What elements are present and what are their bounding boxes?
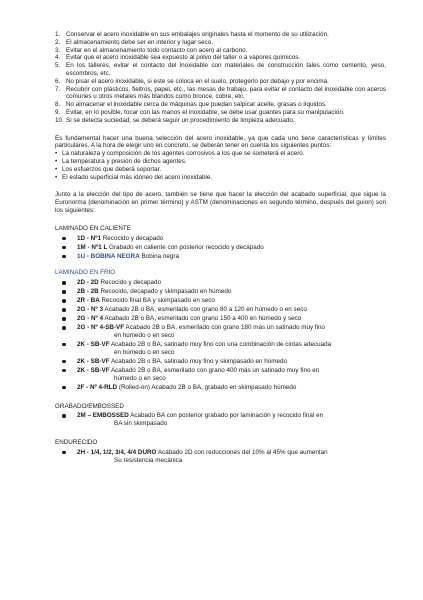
bullet-icon (62, 281, 66, 285)
finish-desc: Acabado 2B o BA, esmerilado con grano 400 más un satinado muy fino en (110, 366, 320, 374)
finish-code: 1U - BOBINA NEGRA (77, 252, 140, 260)
list-item: • El estado superficial más idóneo del acero inoxidable. (55, 174, 386, 182)
finish-code: 2R - BA (77, 297, 100, 305)
finish-desc: Bobina negra (141, 252, 179, 260)
finish-paragraph: Junto a la elección del tipo de acero, también se tiene que hacer la elección del acabado superficial, que sigue la Euronorma (denominación en primer término) y ASTM (denominaciones en segundo término, después del guion) son los siguientes: (55, 191, 386, 214)
bullet-icon (62, 246, 66, 250)
bullet-icon (62, 290, 66, 294)
bullet-icon (62, 237, 66, 241)
section-title: ENDURECIDO (55, 439, 98, 447)
bullet-icon (62, 386, 66, 390)
finish-code: 2G - Nº 4 (77, 315, 104, 323)
finish-list (55, 449, 386, 465)
item-number: 7. (55, 85, 61, 93)
section-title: LAMINADO EN CALIENTE (55, 224, 131, 232)
list-item (55, 109, 386, 117)
bullet-icon (62, 326, 66, 330)
finish-desc: Grabado en caliente con posterior recocido y decapado (109, 243, 264, 251)
item-number: 8. (55, 101, 61, 109)
finish-desc-continued: húmedo o en seco (114, 374, 166, 382)
list-item (55, 449, 386, 465)
section-title: GRABADO/EMBOSSED (55, 402, 124, 410)
item-number: 1. (55, 31, 61, 38)
finish-desc: Acabado 2D con reducciones del 10% al 45% que aumentan (157, 448, 328, 456)
finish-code: 2F - Nº 4-RLD (77, 383, 118, 391)
item-number: 10. (55, 116, 64, 124)
item-text: Evitar, en lo posible, tocar con las manos el inoxidable, se debe usar guantes para su manipulación. (66, 108, 345, 116)
item-text: Evitar que el acero inoxidable sea expuesto al polvo del taller o a vapores químicos. (66, 54, 301, 62)
list-item (55, 86, 386, 102)
finish-desc: Recocido final BA y skimpasado en seco (101, 297, 215, 305)
selection-paragraph: Es fundamental hacer una buena selección del acero inoxidable, ya que cada uno tiene características y límites particulares. A la hora de elegir uno en concreto, se deberán tener en cuenta los siguientes puntos: (55, 134, 386, 150)
finish-desc: Recocido y decapado (102, 234, 164, 242)
list-item (55, 244, 386, 252)
bullet-icon (62, 343, 66, 347)
finish-code: 2M – EMBOSSED (77, 412, 129, 420)
list-item (55, 47, 386, 55)
finish-list (55, 279, 386, 391)
finish-desc: Recocido, decapado y skimpasado en húmedo (100, 288, 232, 296)
finish-desc: Acabado 2B o BA, satinado muy fino y skimpasado en húmedo (110, 357, 288, 365)
list-item (55, 235, 386, 243)
list-item (55, 367, 386, 383)
finish-code: 2G - Nº 3 (77, 306, 104, 314)
finish-desc: Recocido y decapado (100, 279, 162, 287)
item-number: 4. (55, 54, 61, 62)
finish-desc: Acabado 2B o BA, esmerilado con grano 180 más un satinado muy fino (125, 324, 326, 332)
finish-desc: Acabado 2B o BA, satinado muy fino con una combinación de cintas adecuada (110, 340, 332, 348)
section-cold-rolled (55, 269, 386, 391)
finish-desc-continued: BA sin skimpasado (114, 420, 168, 428)
section-hot-rolled (55, 225, 386, 261)
list-item (55, 39, 386, 47)
list-item: • La temperatura y presión de dichos agentes. (55, 158, 386, 166)
item-number: 2. (55, 38, 61, 46)
handling-recommendations-list (55, 31, 386, 125)
section-title: LAMINADO EN FRIO (55, 269, 116, 277)
bullet-icon (62, 299, 66, 303)
item-number: 6. (55, 77, 61, 85)
list-item (55, 101, 386, 109)
finish-code: 2B - 2B (77, 288, 99, 296)
finish-code: 2H - 1/4, 1/2, 3/4, 4/4 DURO (77, 448, 157, 456)
finish-list (55, 412, 386, 428)
list-item (55, 117, 386, 125)
list-item (55, 54, 386, 62)
finish-desc-continued: en húmedo o en seco (114, 332, 175, 339)
bullet-icon (62, 369, 66, 373)
item-text: Si se detecta suciedad, se deberá seguir un procedimiento de limpieza adecuado. (66, 116, 295, 124)
list-item: • Los esfuerzos que deberá soportar. (55, 166, 386, 174)
list-item (55, 306, 386, 314)
selection-points-list (55, 150, 386, 181)
bullet-icon (62, 414, 66, 418)
finish-code: 2K - SB-VF (77, 366, 110, 374)
list-item (55, 253, 386, 261)
item-number: 3. (55, 46, 61, 54)
finish-desc: (Rolled-on) Acabado 2B o BA, grabado en skimpasado húmedo (118, 383, 297, 391)
list-item (55, 297, 386, 305)
finish-desc: Acabado BA con posterior grabado por laminación y recocido final en (130, 412, 324, 420)
list-item: • La naturaleza y composición de los agentes corrosivos a los que se someterá el acero. (55, 150, 386, 158)
list-item (55, 324, 386, 340)
list-item (55, 412, 386, 428)
finish-code: 1D - Nº1 (77, 234, 101, 242)
section-hardened (55, 439, 386, 464)
list-item (55, 341, 386, 357)
list-item (55, 31, 386, 39)
finish-desc: Acabado 2B o BA, esmerilado con grano 80 a 120 en húmedo o en seco (104, 306, 307, 314)
list-item (55, 78, 386, 86)
list-item (55, 288, 386, 296)
finish-code: 2K - SB-VF (77, 340, 110, 348)
finish-code: 2G - Nº 4-SB-VF (77, 324, 125, 332)
finish-list (55, 235, 386, 261)
section-embossed (55, 403, 386, 428)
finish-desc-continued: Su resistencia mecánica (114, 456, 183, 464)
item-number: 9. (55, 108, 61, 116)
item-text: No almacenar el inoxidable cerca de máquinas que puedan salpicar aceite, grasas o líquidos. (66, 101, 327, 109)
finish-code: 2K - SB-VF (77, 357, 110, 365)
item-text: En los talleres, evitar el contacto del inoxidable con materiales de construcción tales como cemento, yeso, escombros, etc. (66, 62, 386, 77)
bullet-icon (62, 317, 66, 321)
bullet-icon (62, 308, 66, 312)
bullet-icon (62, 255, 66, 259)
list-item (55, 62, 386, 78)
item-text: Recubrir con plásticos, fieltros, papel, etc., las mesas de trabajo, para evitar el contacto del inoxidable con aceros comunes u otros metales más blandos como bronce, cobre, etc. (66, 85, 386, 101)
item-text: El almacenamiento debe ser en interior y lugar seco. (66, 38, 214, 46)
list-item (55, 279, 386, 287)
list-item (55, 315, 386, 323)
finish-code: 1M - Nº1 L (77, 243, 108, 251)
bullet-icon (62, 360, 66, 364)
bullet-icon (62, 451, 66, 455)
finish-desc-continued: en húmedo o en seco (114, 348, 175, 356)
finish-desc: Acabado 2B o BA, esmerilado con grano 150 a 400 en húmedo y seco (104, 315, 302, 323)
item-number: 5. (55, 62, 61, 70)
item-text: Evitar en el almacenamiento todo contacto con acero al carbono. (66, 46, 248, 54)
document-content (55, 31, 386, 466)
list-item (55, 384, 386, 392)
item-text: No pisar el acero inoxidable, si este se coloca en el suelo, protegerlo por debajo y por encima. (66, 77, 329, 85)
item-text: Conservar el acero inoxidable en sus embalajes originales hasta el momento de su utilización. (66, 31, 329, 38)
finish-code: 2D - 2D (77, 279, 99, 287)
list-item (55, 358, 386, 366)
